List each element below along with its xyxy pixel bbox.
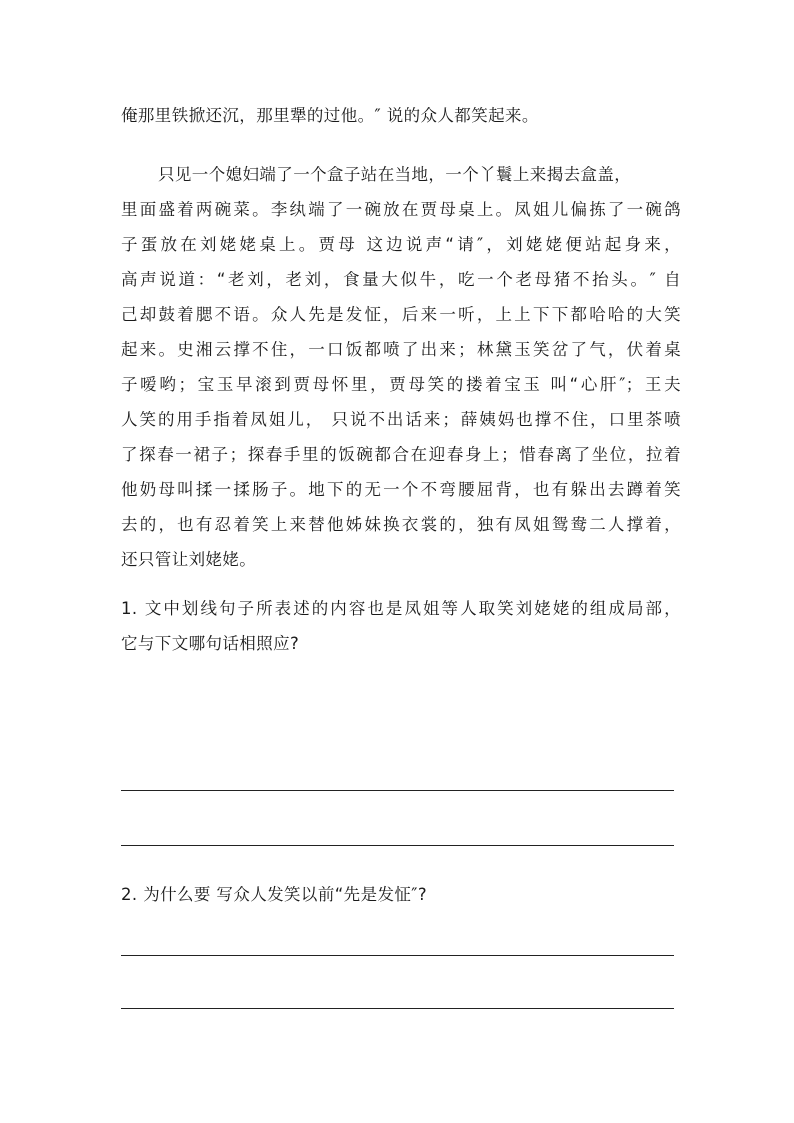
question-text: 2. 为什么要 写众人发笑以前“先是发怔″? bbox=[121, 885, 428, 904]
answer-line[interactable] bbox=[121, 1008, 674, 1009]
passage-line: 己却鼓着腮不语。众人先是发怔，后来一听，上上下下都哈哈的大笑 bbox=[121, 305, 681, 324]
passage-line: 只见一个媳妇端了一个盒子站在当地，一个丫鬟上来揭去盒盖， bbox=[158, 165, 632, 184]
passage-line: 俺那里铁掀还沉，那里犟的过他。″ 说的众人都笑起来。 bbox=[121, 106, 539, 125]
passage-line: 高声说道：“老刘，老刘，食量大似牛，吃一个老母猪不抬头。″ 自 bbox=[121, 270, 681, 289]
passage-line: 他奶母叫揉一揉肠子。地下的无一个不弯腰屈背，也有躲出去蹲着笑 bbox=[121, 480, 681, 499]
answer-line[interactable] bbox=[121, 845, 674, 846]
passage-line: 起来。史湘云撑不住，一口饭都喷了出来；林黛玉笑岔了气，伏着桌 bbox=[121, 340, 681, 359]
answer-line[interactable] bbox=[121, 955, 674, 956]
passage-line: 里面盛着两碗菜。李纨端了一碗放在贾母桌上。凤姐儿偏拣了一碗鸽 bbox=[121, 200, 681, 219]
passage-line: 了探春一裙子；探春手里的饭碗都合在迎春身上；惜春离了坐位，拉着 bbox=[121, 445, 681, 464]
answer-line[interactable] bbox=[121, 790, 674, 791]
question-text: 它与下文哪句话相照应? bbox=[121, 634, 300, 653]
passage-line: 子蛋放在刘姥姥桌上。贾母 这边说声“请″，刘姥姥便站起身来， bbox=[121, 235, 681, 254]
passage-line: 人笑的用手指着凤姐儿， 只说不出话来；薛姨妈也撑不住，口里茶喷 bbox=[121, 410, 681, 429]
passage-line: 去的，也有忍着笑上来替他姊妹换衣裳的，独有凤姐鸳鸯二人撑着， bbox=[121, 515, 681, 534]
passage-line: 还只管让刘姥姥。 bbox=[121, 550, 257, 569]
question-text: 1. 文中划线句子所表述的内容也是凤姐等人取笑刘姥姥的组成局部， bbox=[121, 599, 681, 618]
passage-line: 子嗳哟；宝玉早滚到贾母怀里，贾母笑的搂着宝玉 叫“心肝″；王夫 bbox=[121, 375, 681, 394]
